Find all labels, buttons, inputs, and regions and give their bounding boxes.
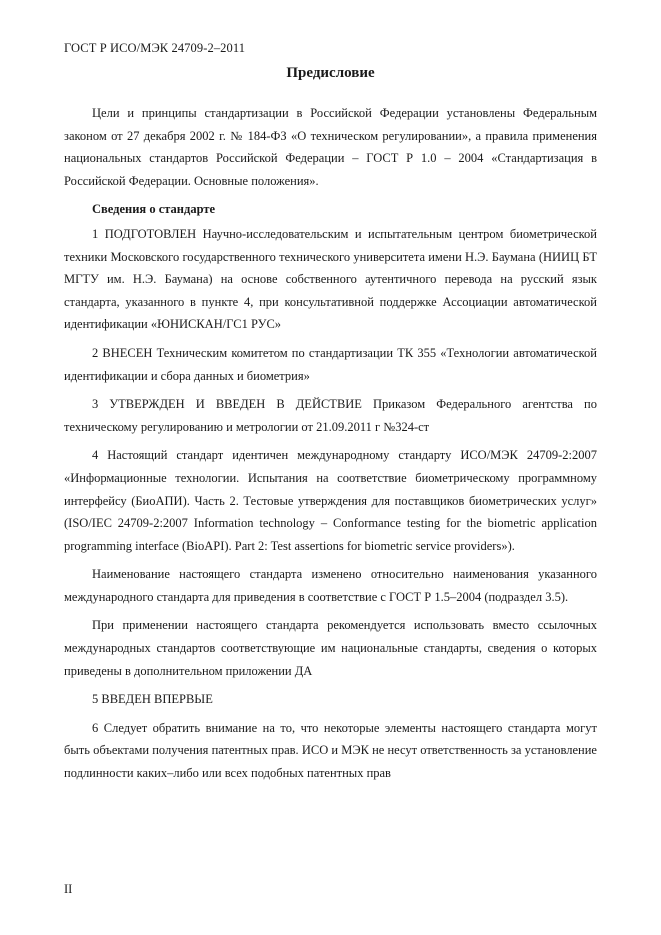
page-title: Предисловие [286,65,375,81]
clause-1-prepared: 1 ПОДГОТОВЛЕН Научно-исследовательским и испытательным центром биометрической техники Московского государственного технического университета имени Н.Э. Баумана (НИИЦ БТ МГТУ им. Н.Э. Баумана) на основе собственного аутентичного перевода на русский язык стандарта, указанного в пункте 4, при консультативной поддержке Ассоциации автоматической идентификации «ЮНИСКАН/ГС1 РУС» [64,226,597,332]
intro-paragraph: Цели и принципы стандартизации в Российской Федерации установлены Федеральным законом от 27 декабря 2002 г. № 184-ФЗ «О техническом регулировании», а правила применения национальных стандартов Российской Федерации – ГОСТ Р 1.0 – 2004 «Стандартизация в Российской Федерации. Основные положения». [64,106,597,188]
clause-6-patent-notice: 6 Следует обратить внимание на то, что некоторые элементы настоящего стандарта могут быть объектами получения патентных прав. ИСО и МЭК не несут ответственность за установление подлинности каких–либо или всех подобных патентных прав [64,720,597,781]
main-content [64,102,597,791]
clause-2-introduced: 2 ВНЕСЕН Техническим комитетом по стандартизации ТК 355 «Технологии автоматической идентификации и сбора данных и биометрия» [64,345,597,383]
clause-4-name-change: Наименование настоящего стандарта изменено относительно наименования указанного международного стандарта для приведения в соответствие с ГОСТ Р 1.5–2004 (подраздел 3.5). [64,567,597,604]
clause-4-usage-note: При применении настоящего стандарта рекомендуется использовать вместо ссылочных международных стандартов соответствующие им национальные стандарты, сведения о которых приведены в дополнительном приложении ДА [64,618,597,678]
clause-4-identical: 4 Настоящий стандарт идентичен международному стандарту ИСО/МЭК 24709-2:2007 «Информационные технологии. Испытания на соответствие биометрическому программному интерфейсу (БиоАПИ). Часть 2. Тестовые утверждения для поставщиков биометрических услуг» (ISO/IEC 24709-2:2007 Information technology – Conformance testing for the biometric application programming interface (BioAPI). Part 2: Test assertions for biometric service providers»). [64,448,597,553]
document-header: ГОСТ Р ИСО/МЭК 24709-2–2011 [64,41,246,55]
page-number: II [64,882,73,896]
section-heading-standard-info: Сведения о стандарте [92,202,216,217]
clause-5-first-introduced: 5 ВВЕДЕН ВПЕРВЫЕ [92,692,213,707]
clause-3-approved: 3 УТВЕРЖДЕН И ВВЕДЕН В ДЕЙСТВИЕ Приказом Федерального агентства по техническому регулированию и метрологии от 21.09.2011 г №324-ст [64,397,597,434]
